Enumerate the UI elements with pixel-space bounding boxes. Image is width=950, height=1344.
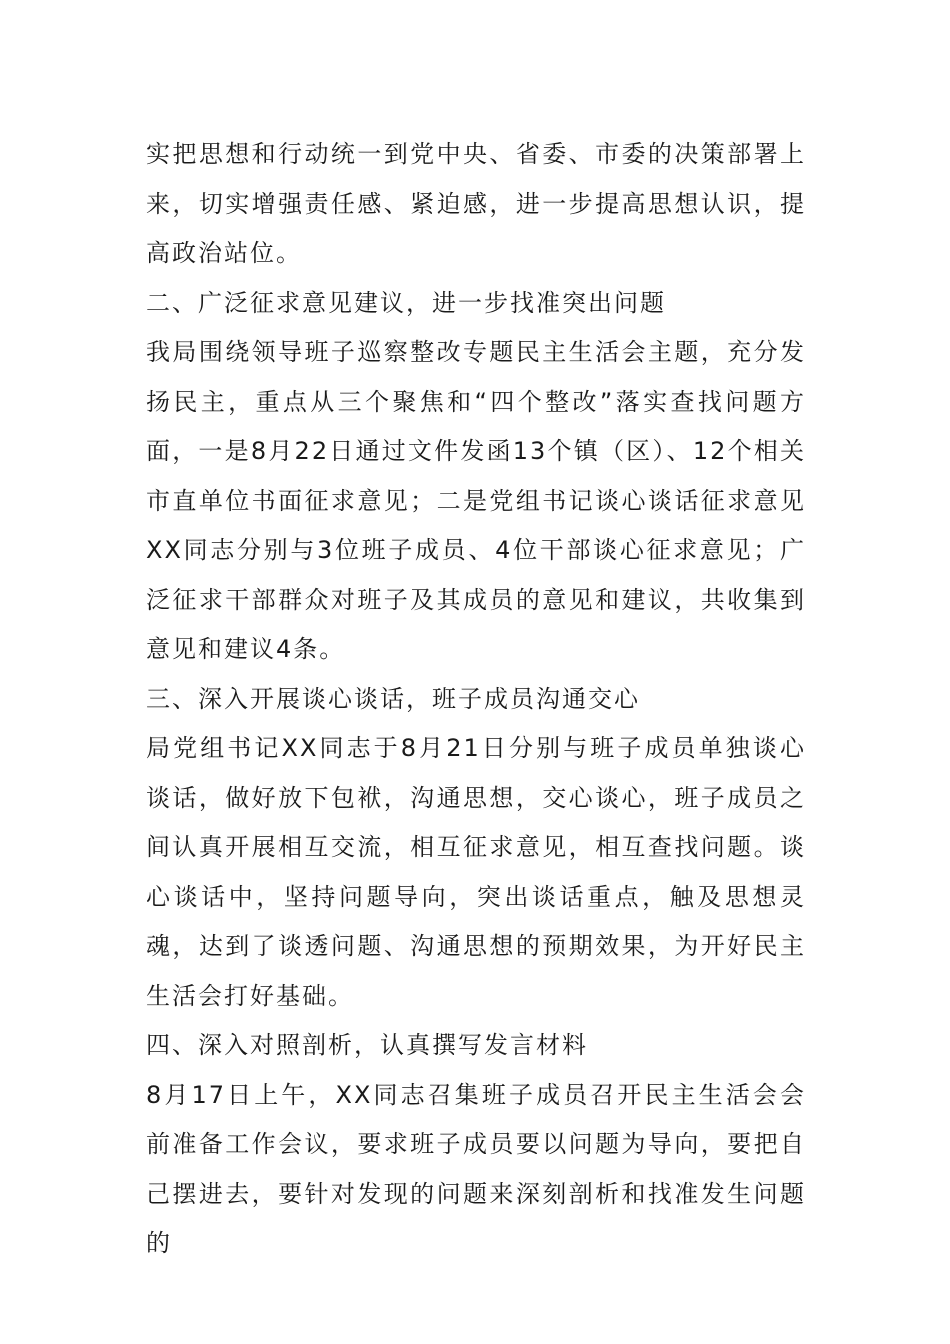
body-paragraph: 我局围绕领导班子巡察整改专题民主生活会主题，充分发扬民主，重点从三个聚焦和“四个整改”落实查找问题方面，一是8月22日通过文件发函13个镇（区）、12个相关市直单位书面征求意见；二是党组书记谈心谈话征求意见XX同志分别与3位班子成员、4位干部谈心征求意见；广泛征求干部群众对班子及其成员的意见和建议，共收集到意见和建议4条。 <box>146 338 806 663</box>
body-paragraph: 局党组书记XX同志于8月21日分别与班子成员单独谈心谈话，做好放下包袱，沟通思想，交心谈心，班子成员之间认真开展相互交流，相互征求意见，相互查找问题。谈心谈话中，坚持问题导向，突出谈话重点，触及思想灵魂，达到了谈透问题、沟通思想的预期效果，为开好民主生活会打好基础。 <box>146 734 806 1010</box>
section-heading: 三、深入开展谈心谈话，班子成员沟通交心 <box>146 684 640 713</box>
body-paragraph: 实把思想和行动统一到党中央、省委、市委的决策部署上来，切实增强责任感、紧迫感，进一步提高思想认识，提高政治站位。 <box>146 140 806 267</box>
body-paragraph: 8月17日上午，XX同志召集班子成员召开民主生活会会前准备工作会议，要求班子成员要以问题为导向，要把自己摆进去，要针对发现的问题来深刻剖析和找准发生问题的 <box>146 1080 806 1257</box>
section-heading: 二、广泛征求意见建议，进一步找准突出问题 <box>146 288 666 317</box>
section-heading: 四、深入对照剖析，认真撰写发言材料 <box>146 1031 588 1059</box>
document-page <box>146 130 806 1269</box>
